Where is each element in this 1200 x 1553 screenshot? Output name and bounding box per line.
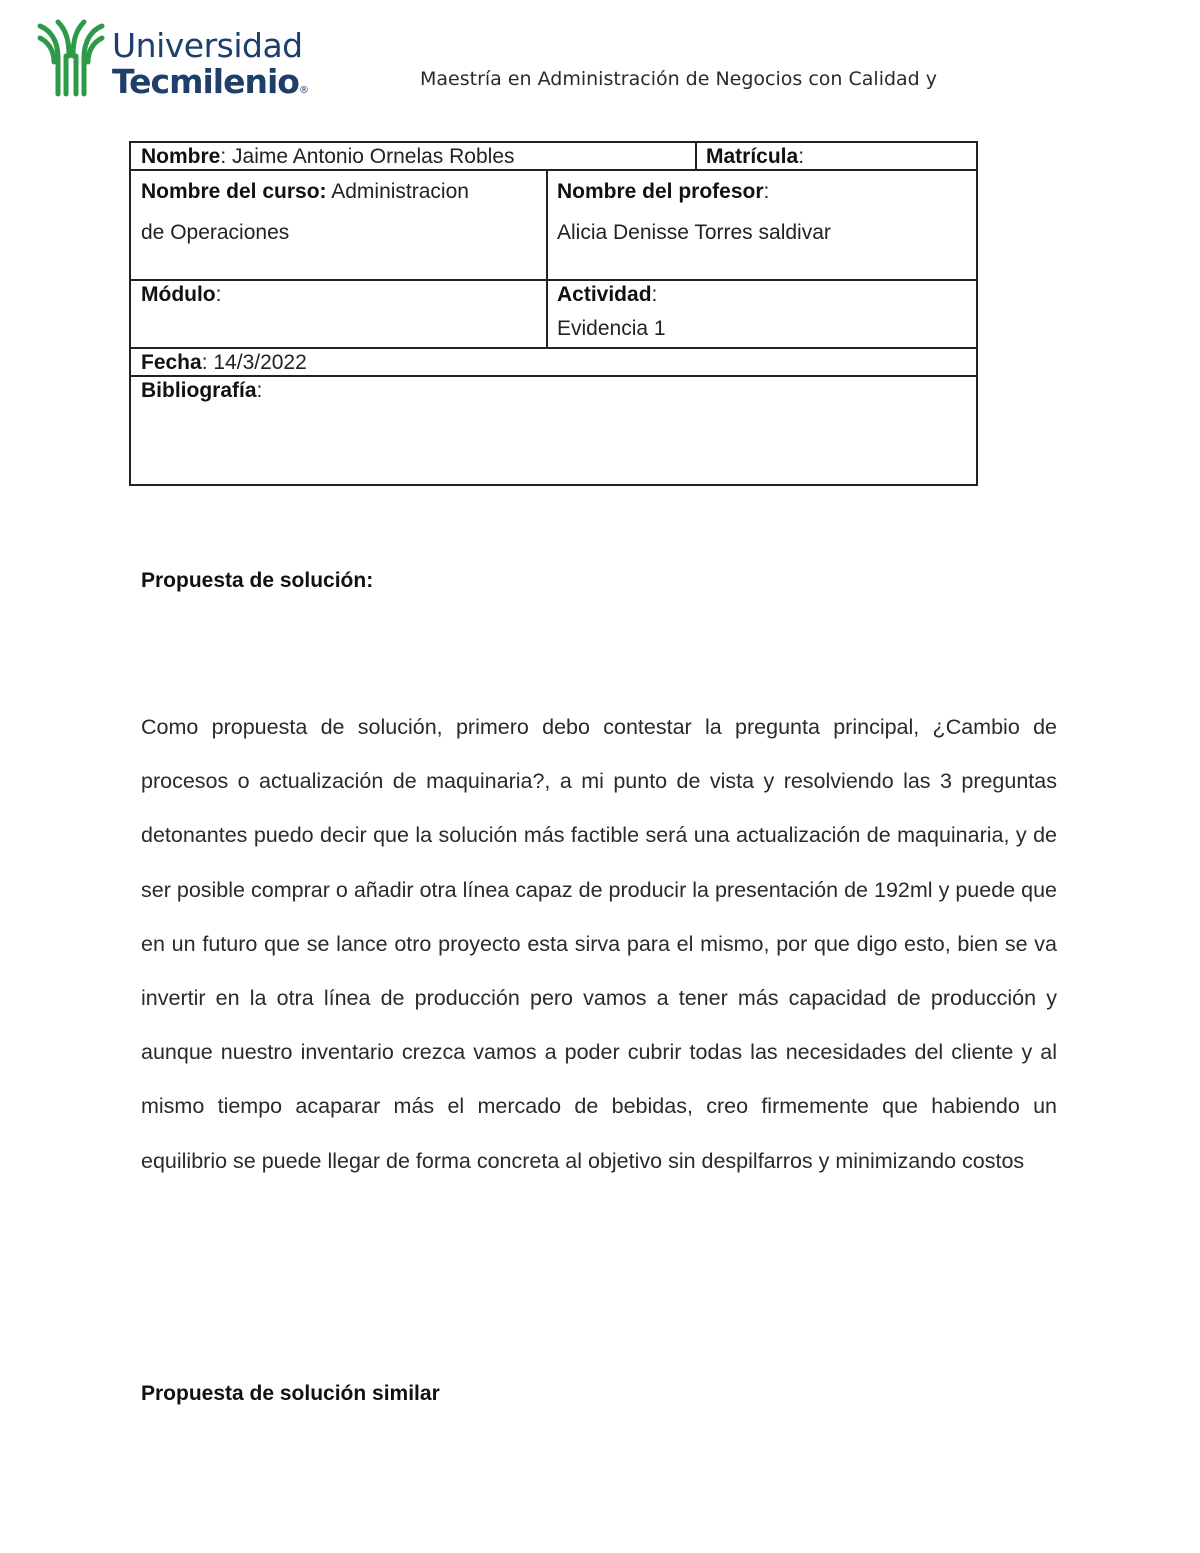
cell-matricula xyxy=(706,143,804,171)
cell-profesor xyxy=(557,171,967,253)
fecha-label: Fecha xyxy=(141,351,202,374)
logo-line-tecmilenio xyxy=(112,62,308,101)
table-divider xyxy=(131,279,976,281)
curso-label: Nombre del curso: xyxy=(141,180,327,203)
actividad-value: Evidencia 1 xyxy=(557,317,666,340)
table-divider xyxy=(695,143,697,169)
actividad-label: Actividad xyxy=(557,283,652,306)
cell-modulo xyxy=(141,281,221,309)
fecha-value: : 14/3/2022 xyxy=(201,351,307,374)
actividad-colon: : xyxy=(651,283,658,306)
curso-value-1: Administracion xyxy=(326,180,469,203)
cell-nombre xyxy=(141,143,515,171)
logo-brand-name: Tecmilenio xyxy=(112,62,299,101)
cell-bibliografia xyxy=(141,377,262,405)
profesor-value: Alicia Denisse Torres saldivar xyxy=(557,221,831,244)
profesor-colon: : xyxy=(763,180,770,203)
table-divider xyxy=(546,169,548,347)
cell-fecha xyxy=(141,349,307,377)
nombre-value: : Jaime Antonio Ornelas Robles xyxy=(220,145,515,168)
curso-value-2: de Operaciones xyxy=(141,221,290,244)
bibliografia-label: Bibliografía xyxy=(141,379,257,402)
cell-curso xyxy=(141,171,541,253)
bibliografia-value: : xyxy=(256,379,263,402)
nombre-label: Nombre xyxy=(141,145,221,168)
actividad-line-1 xyxy=(557,281,666,309)
modulo-label: Módulo xyxy=(141,283,216,306)
registered-mark: ® xyxy=(298,85,308,96)
similar-heading: Propuesta de solución similar xyxy=(141,1382,440,1405)
profesor-line-1 xyxy=(557,171,967,212)
tecmilenio-leaf-icon xyxy=(36,18,106,98)
matricula-value: : xyxy=(798,145,805,168)
profesor-label: Nombre del profesor xyxy=(557,180,764,203)
cell-actividad xyxy=(557,281,666,343)
curso-line-1 xyxy=(141,171,541,212)
modulo-value: : xyxy=(215,283,222,306)
propuesta-body: Como propuesta de solución, primero debo contestar la pregunta principal, ¿Cambio de procesos o actualización de maquinaria?, a mi punto de vista y resolviendo las 3 preguntas detonantes puedo decir que la solución más factible será una actualización de maquinaria, y de ser posible comprar o añadir otra línea capaz de producir la presentación de 192ml y puede que en un futuro que se lance otro proyecto esta sirva para el mismo, por que digo esto, bien se va invertir en la otra línea de producción pero vamos a tener más capacidad de producción y aunque nuestro inventario crezca vamos a poder cubrir todas las necesidades del cliente y al mismo tiempo acaparar más el mercado de bebidas, creo firmemente que habiendo un equilibrio se puede llegar de forma concreta al objetivo sin despilfarros y minimizando costos xyxy=(141,715,1057,1173)
program-title: Maestría en Administración de Negocios con Calidad y xyxy=(420,68,938,90)
logo-line-universidad: Universidad xyxy=(112,26,303,65)
student-info-table xyxy=(129,141,978,486)
propuesta-heading: Propuesta de solución: xyxy=(141,569,374,592)
university-logo xyxy=(36,18,306,102)
matricula-label: Matrícula xyxy=(706,145,799,168)
